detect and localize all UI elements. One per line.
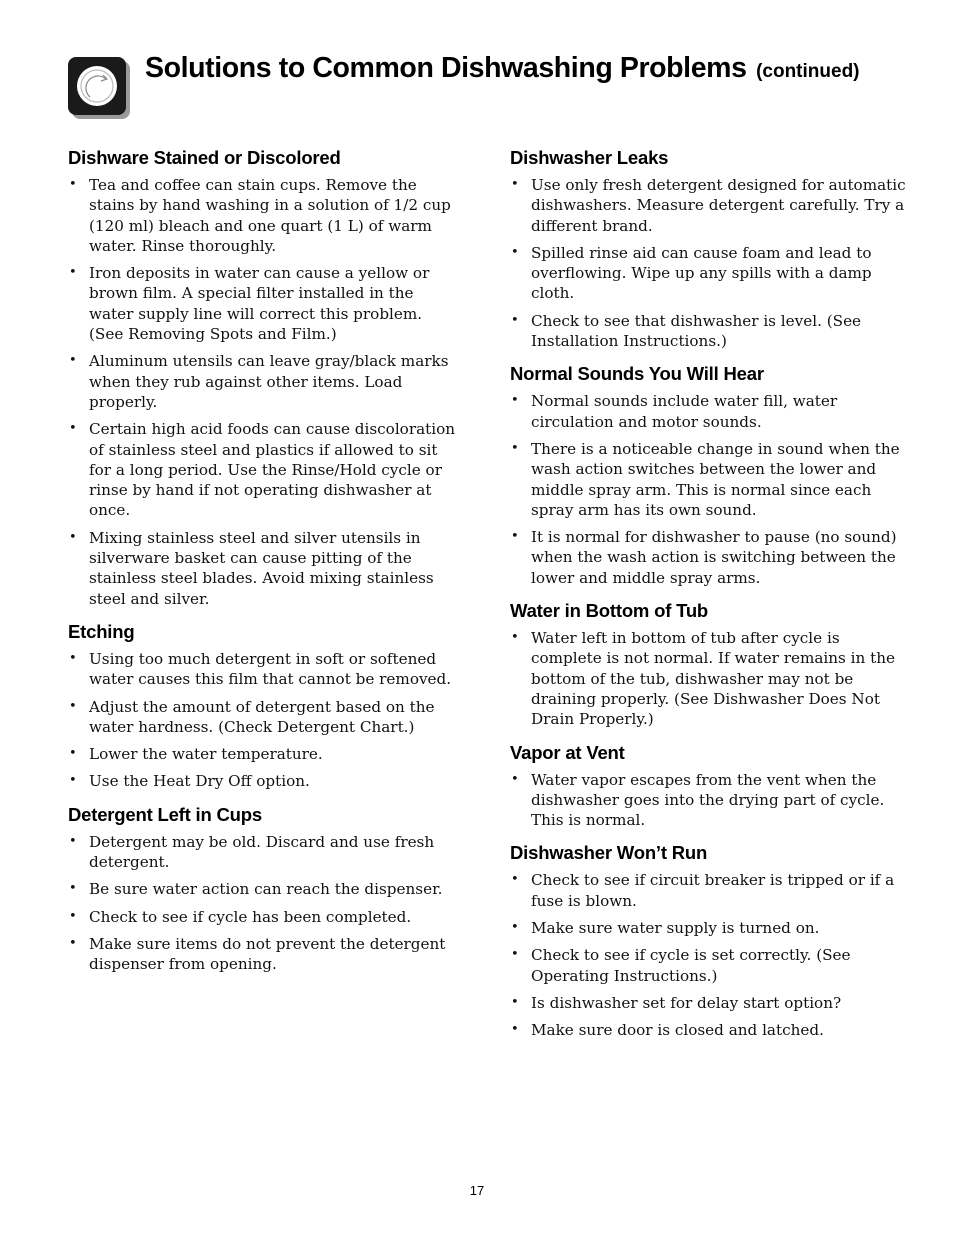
section-heading: Water in Bottom of Tub: [510, 600, 709, 622]
bullet-item: • Detergent may be old. Discard and use fresh detergent.: [68, 832, 460, 873]
section-water-in-bottom-of-tub: [510, 599, 906, 729]
section-dishwasher-leaks: [510, 146, 906, 351]
bullet-item: • Normal sounds include water fill, water circulation and motor sounds.: [510, 391, 906, 432]
bullet-item: • Aluminum utensils can leave gray/black marks when they rub against other items. Load properly.: [68, 351, 460, 412]
bullet-list: [510, 870, 906, 1040]
bullet-item: • Adjust the amount of detergent based on the water hardness. (Check Detergent Chart.): [68, 697, 460, 738]
bullet-item: • Water left in bottom of tub after cycle is complete is not normal. If water remains in the bottom of the tub, dishwasher may not be draining properly. (See Dishwasher Does Not Drain Properly.): [510, 628, 906, 729]
section-heading: Dishwasher Leaks: [510, 147, 669, 168]
bullet-item: • Mixing stainless steel and silver utensils in silverware basket can cause pitting of the stainless steel blades. Avoid mixing stainless steel and silver.: [68, 528, 460, 609]
bullet-item: • There is a noticeable change in sound when the wash action switches between the lower and middle spray arm. This is normal since each spray arm has its own sound.: [510, 439, 906, 520]
bullet-item: • Water vapor escapes from the vent when the dishwasher goes into the drying part of cycle. This is normal.: [510, 770, 906, 831]
section-heading: Etching: [68, 620, 135, 642]
bullet-item: • Certain high acid foods can cause discoloration of stainless steel and plastics if allowed to sit for a long period. Use the Rinse/Hold cycle or rinse by hand if not operating dishwasher at once.: [68, 419, 460, 520]
bullet-list: [510, 628, 906, 729]
bullet-item: • Is dishwasher set for delay start option?: [510, 993, 906, 1013]
bullet-list: [510, 175, 906, 351]
bullet-item: • Make sure door is closed and latched.: [510, 1020, 906, 1040]
bullet-item: • Tea and coffee can stain cups. Remove the stains by hand washing in a solution of 1/2 cup (120 ml) bleach and one quart (1 L) of warm water. Rinse thoroughly.: [68, 175, 460, 256]
page-title-text: Solutions to Common Dishwashing Problems: [145, 52, 747, 84]
left-column: [68, 146, 460, 986]
bullet-item: • Check to see that dishwasher is level. (See Installation Instructions.): [510, 311, 906, 352]
bullet-item: • Use the Heat Dry Off option.: [68, 771, 460, 791]
section-vapor-at-vent: [510, 741, 906, 831]
section-heading: Normal Sounds You Will Hear: [510, 363, 764, 385]
bullet-list: [510, 391, 906, 588]
bullet-item: • Spilled rinse aid can cause foam and lead to overflowing. Wipe up any spills with a damp cloth.: [510, 243, 906, 304]
bullet-item: • Check to see if cycle is set correctly. (See Operating Instructions.): [510, 945, 906, 986]
bullet-item: • Iron deposits in water can cause a yellow or brown film. A special filter installed in the water supply line will correct this problem. (See Removing Spots and Film.): [68, 263, 460, 344]
section-etching: [68, 620, 460, 792]
bullet-list: [68, 832, 460, 975]
bullet-item: • Using too much detergent in soft or softened water causes this film that cannot be removed.: [68, 649, 460, 690]
bullet-item: • Make sure items do not prevent the detergent dispenser from opening.: [68, 934, 460, 975]
dishwashing-logo-icon: [68, 57, 130, 119]
section-normal-sounds-you-will-hear: [510, 362, 906, 588]
bullet-list: [510, 770, 906, 831]
bullet-item: • Check to see if cycle has been completed.: [68, 907, 460, 927]
page-number: 17: [469, 1183, 485, 1198]
right-column: [510, 146, 906, 1052]
bullet-list: [68, 649, 460, 792]
bullet-item: • Lower the water temperature.: [68, 744, 460, 764]
bullet-item: • It is normal for dishwasher to pause (no sound) when the wash action is switching between the lower and middle spray arms.: [510, 527, 906, 588]
page-title-continued: (continued): [756, 61, 860, 82]
bullet-item: • Be sure water action can reach the dispenser.: [68, 879, 460, 899]
section-heading: Vapor at Vent: [510, 741, 625, 763]
page-title: [145, 52, 860, 85]
bullet-item: • Check to see if circuit breaker is tripped or if a fuse is blown.: [510, 870, 906, 911]
section-heading: Dishware Stained or Discolored: [68, 147, 341, 168]
section-heading: Detergent Left in Cups: [68, 803, 262, 825]
section-dishwasher-wont-run: [510, 841, 906, 1040]
bullet-item: • Make sure water supply is turned on.: [510, 918, 906, 938]
bullet-list: [68, 175, 460, 609]
section-detergent-left-in-cups: [68, 803, 460, 975]
bullet-item: • Use only fresh detergent designed for automatic dishwashers. Measure detergent carefully. Try a different brand.: [510, 175, 906, 236]
section-heading: Dishwasher Won’t Run: [510, 842, 708, 864]
section-dishware-stained-or-discolored: [68, 146, 460, 609]
